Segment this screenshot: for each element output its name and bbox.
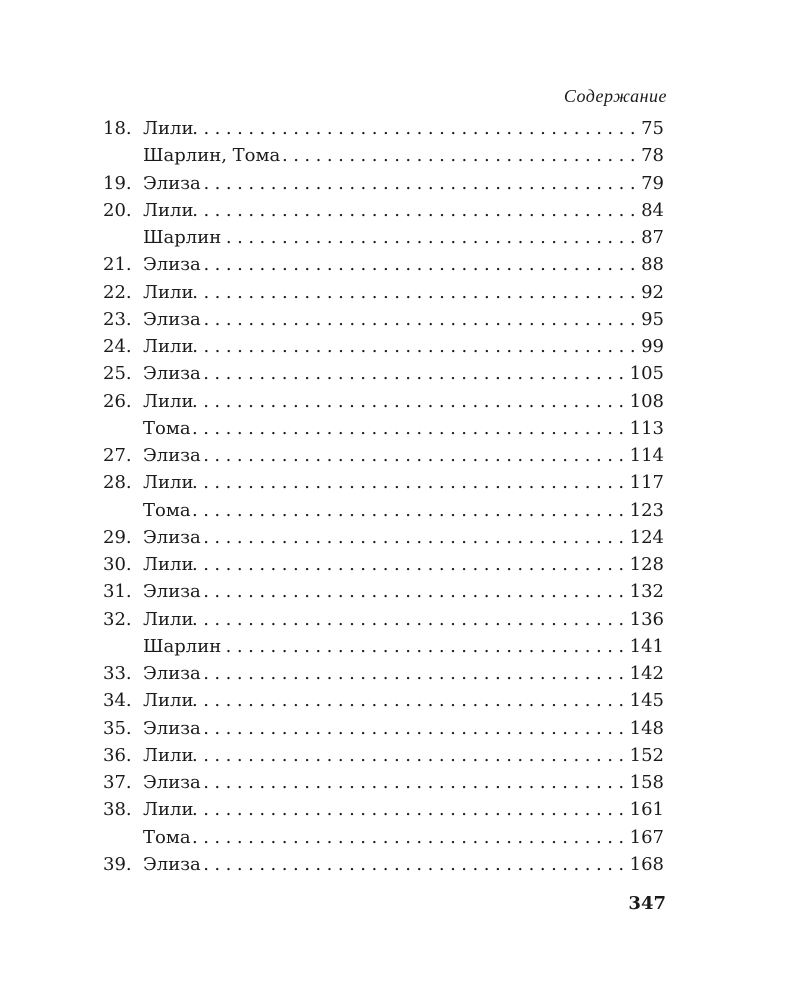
toc-entry — [103, 200, 664, 227]
toc-entry-number: 27. — [103, 445, 132, 466]
toc-dot-leader — [193, 690, 629, 711]
toc-entry — [103, 145, 664, 172]
toc-entry — [103, 745, 664, 772]
toc-dot-leader — [193, 336, 641, 357]
toc-entry-title: Тома — [143, 417, 191, 439]
toc-entry — [103, 391, 664, 418]
toc-dot-leader — [193, 118, 641, 139]
toc-entry-page: 79 — [641, 172, 664, 194]
toc-entry-number: 25. — [103, 363, 132, 385]
toc-dot-leader — [201, 854, 630, 875]
toc-entry-page: 136 — [629, 608, 664, 630]
toc-entry — [103, 282, 664, 309]
toc-entry-number: 36. — [103, 744, 132, 766]
toc-entry-page: 92 — [641, 281, 664, 303]
toc-dot-leader — [193, 282, 641, 303]
toc-entry-page: 132 — [629, 581, 664, 603]
toc-dot-leader — [201, 254, 641, 275]
toc-entry — [103, 690, 664, 717]
toc-entry-title: Элиза — [143, 853, 201, 875]
toc-entry-title: Лили — [143, 281, 194, 303]
toc-entry-page: 123 — [629, 499, 664, 521]
toc-entry — [103, 527, 664, 554]
toc-entry-title: Шарлин — [143, 227, 222, 248]
toc-entry — [103, 363, 664, 390]
toc-dot-leader — [201, 581, 630, 602]
toc-dot-leader — [201, 772, 630, 793]
toc-entry-page: 141 — [629, 635, 664, 657]
toc-entry — [103, 663, 664, 690]
toc-entry — [103, 554, 664, 581]
toc-entry-page: 108 — [629, 390, 664, 412]
toc-entry-title: Элиза — [143, 254, 201, 276]
toc-entry-title: Лили — [143, 690, 194, 712]
toc-entry-page: 145 — [629, 690, 664, 712]
toc-entry-title: Элиза — [143, 308, 201, 330]
toc-entry-number: 31. — [103, 581, 132, 603]
toc-entry-number: 29. — [103, 526, 132, 548]
toc-entry-title: Лили — [143, 472, 194, 494]
toc-dot-leader — [191, 418, 630, 439]
table-of-contents — [103, 118, 664, 881]
toc-entry-title: Элиза — [143, 172, 201, 194]
toc-entry — [103, 636, 664, 663]
toc-entry-title: Элиза — [143, 717, 201, 739]
toc-entry-title: Лили — [143, 744, 194, 766]
toc-entry-number: 26. — [103, 390, 132, 412]
toc-entry-number: 30. — [103, 554, 132, 575]
toc-entry-number: 20. — [103, 199, 132, 221]
toc-entry-number: 33. — [103, 663, 132, 684]
toc-entry — [103, 854, 664, 881]
toc-entry-page: 84 — [641, 199, 664, 221]
toc-entry — [103, 799, 664, 826]
toc-entry-number: 21. — [103, 254, 132, 276]
toc-entry-title: Лили — [143, 336, 194, 357]
toc-entry-number: 24. — [103, 336, 132, 357]
toc-entry-page: 88 — [641, 254, 664, 276]
toc-entry-number: 35. — [103, 717, 132, 739]
toc-entry-page: 158 — [629, 772, 664, 793]
toc-entry — [103, 173, 664, 200]
toc-entry-title: Тома — [143, 826, 191, 848]
toc-dot-leader — [201, 663, 630, 684]
toc-entry-title: Лили — [143, 554, 194, 575]
toc-entry — [103, 772, 664, 799]
toc-entry-number: 28. — [103, 472, 132, 494]
toc-entry — [103, 309, 664, 336]
toc-entry-number: 19. — [103, 172, 132, 194]
toc-entry-number: 37. — [103, 772, 132, 793]
toc-entry — [103, 254, 664, 281]
toc-entry — [103, 336, 664, 363]
toc-dot-leader — [193, 745, 629, 766]
toc-dot-leader — [193, 609, 629, 630]
toc-entry-title: Шарлин — [143, 635, 222, 657]
toc-dot-leader — [280, 145, 641, 166]
toc-entry-title: Элиза — [143, 363, 201, 385]
toc-entry-title: Элиза — [143, 445, 201, 466]
toc-entry-title: Лили — [143, 608, 194, 630]
toc-entry-page: 95 — [641, 308, 664, 330]
toc-dot-leader — [201, 173, 641, 194]
running-head: Содержание — [563, 86, 667, 106]
toc-entry-title: Лили — [143, 118, 194, 139]
toc-dot-leader — [221, 636, 629, 657]
toc-entry-page: 75 — [641, 118, 664, 139]
toc-entry — [103, 472, 664, 499]
toc-entry-title: Тома — [143, 499, 191, 521]
toc-dot-leader — [193, 391, 629, 412]
toc-entry-number: 23. — [103, 308, 132, 330]
toc-entry-number: 22. — [103, 281, 132, 303]
toc-entry-number: 34. — [103, 690, 132, 712]
toc-entry-title: Лили — [143, 799, 194, 821]
toc-entry-page: 113 — [629, 417, 664, 439]
toc-entry-number: 18. — [103, 118, 132, 139]
toc-entry-title: Шарлин, Тома — [143, 145, 281, 167]
toc-dot-leader — [193, 554, 629, 575]
toc-dot-leader — [201, 309, 641, 330]
toc-entry-page: 152 — [629, 744, 664, 766]
toc-entry-page: 114 — [629, 445, 664, 466]
toc-entry — [103, 445, 664, 472]
toc-entry-title: Элиза — [143, 772, 201, 793]
toc-entry — [103, 500, 664, 527]
toc-entry-title: Элиза — [143, 526, 201, 548]
toc-entry-title: Элиза — [143, 663, 201, 684]
toc-entry — [103, 227, 664, 254]
toc-entry — [103, 827, 664, 854]
toc-entry-page: 117 — [629, 472, 664, 494]
toc-entry-page: 99 — [641, 336, 664, 357]
toc-dot-leader — [221, 227, 641, 248]
toc-dot-leader — [193, 472, 629, 493]
toc-entry-title: Лили — [143, 390, 194, 412]
toc-dot-leader — [201, 445, 630, 466]
toc-entry-page: 148 — [629, 717, 664, 739]
toc-dot-leader — [191, 827, 630, 848]
toc-entry-page: 161 — [629, 799, 664, 821]
toc-entry-page: 142 — [629, 663, 664, 684]
toc-dot-leader — [201, 718, 630, 739]
toc-dot-leader — [191, 500, 630, 521]
toc-entry-number: 39. — [103, 853, 132, 875]
toc-dot-leader — [193, 200, 641, 221]
toc-dot-leader — [201, 527, 630, 548]
toc-entry-page: 167 — [629, 826, 664, 848]
toc-entry — [103, 118, 664, 145]
toc-entry-number: 38. — [103, 799, 132, 821]
toc-dot-leader — [201, 363, 630, 384]
toc-entry-page: 78 — [641, 145, 664, 167]
toc-entry-page: 124 — [629, 526, 664, 548]
toc-entry — [103, 581, 664, 608]
toc-entry — [103, 418, 664, 445]
page-number: 347 — [628, 893, 666, 914]
toc-entry-title: Лили — [143, 199, 194, 221]
toc-entry — [103, 718, 664, 745]
toc-entry-page: 105 — [629, 363, 664, 385]
toc-entry-page: 128 — [629, 554, 664, 575]
toc-entry — [103, 609, 664, 636]
toc-entry-number: 32. — [103, 608, 132, 630]
toc-dot-leader — [193, 799, 629, 820]
toc-entry-page: 87 — [641, 227, 664, 248]
toc-entry-title: Элиза — [143, 581, 201, 603]
toc-entry-page: 168 — [629, 853, 664, 875]
